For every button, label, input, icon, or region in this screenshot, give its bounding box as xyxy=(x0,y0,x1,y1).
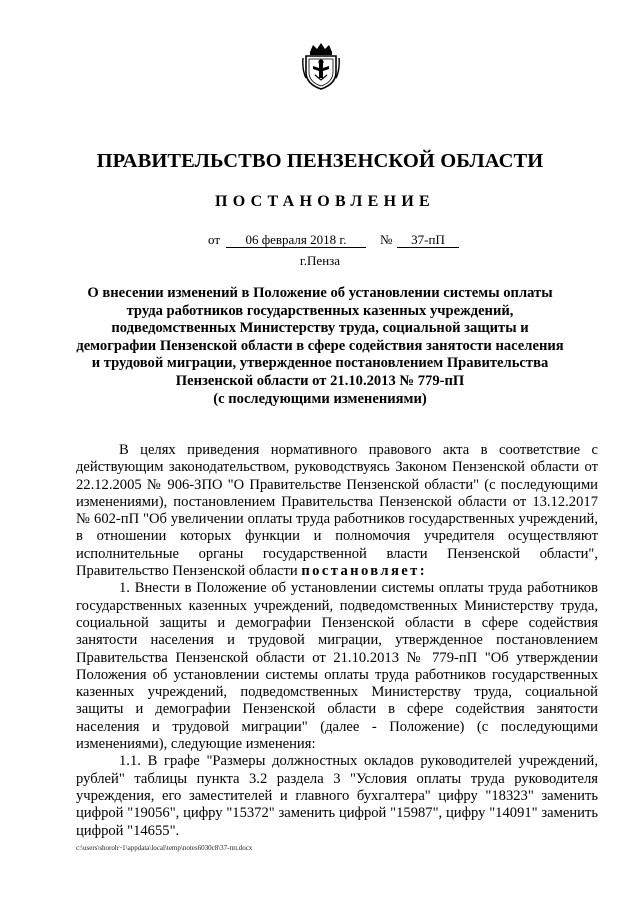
resolves-keyword: постановляет: xyxy=(301,563,427,580)
date-number-line xyxy=(208,232,468,248)
subject-line: (с последующими изменениями) xyxy=(213,390,427,407)
city: г.Пенза xyxy=(299,253,341,268)
government-title: ПРАВИТЕЛЬСТВО ПЕНЗЕНСКОЙ ОБЛАСТИ xyxy=(96,150,544,172)
date-prefix: от xyxy=(208,232,221,247)
subject-line: Пензенской области от 21.10.2013 № 779-пП xyxy=(175,372,465,389)
document-number: 37-пП xyxy=(397,232,459,248)
document-type: ПОСТАНОВЛЕНИЕ xyxy=(214,193,436,210)
file-path-footer: c:\users\shoroh~1\appdata\local\temp\notes6030c8\37-пп.docx xyxy=(76,844,253,852)
subject-line: труда работников государственных казенных учреждений, xyxy=(126,302,514,319)
preamble-paragraph xyxy=(76,442,598,580)
item-1-1-paragraph: 1.1. В графе "Размеры должностных окладов руководителей учреждений, рублей" таблицы пункта 3.2 раздела 3 "Условия оплаты труда руководителя учреждения, его заместителей и главного бухгалтера" цифру "18323" заменить цифрой "19056", цифру "15372" заменить цифрой "15987", цифру "14091" заменить цифрой "14655". xyxy=(76,753,598,839)
document-subject xyxy=(60,285,580,408)
item-1-paragraph: 1. Внести в Положение об установлении системы оплаты труда работников государственных казенных учреждений, подведомственных Министерству труда, социальной защиты и демографии Пензенской области в сфере содействия занятости населения и трудовой миграции, утвержденное постановлением Правительства Пензенской области от 21.10.2013 № 779-пП "Об утверждении Положения об установлении системы оплаты труда работников государственных казенных учреждений, подведомственных Министерству труда, социальной защиты и демографии Пензенской области в сфере содействия занятости населения и трудовой миграции" (далее - Положение) (с последующими изменениями), следующие изменения: xyxy=(76,580,598,753)
subject-line: О внесении изменений в Положение об установлении системы оплаты xyxy=(87,285,553,301)
subject-line: и трудовой миграции, утвержденное постановлением Правительства xyxy=(91,355,549,372)
preamble-text: В целях приведения нормативного правового акта в соответствие с действующим законодательством, руководствуясь Законом Пензенской области от 22.12.2005 № 906-ЗПО "О Правительстве Пензенской области" (с последующими изменениями), постановлением Правительства Пензенской области от 13.12.2017 № 602-пП "Об увеличении оплаты труда работников государственных учреждений, в отношении которых функции и полномочия учредителя осуществляют исполнительные органы государственной власти Пензенской области", Правительство Пензенской области xyxy=(76,442,598,580)
document-date: 06 февраля 2018 г. xyxy=(226,232,366,248)
coat-of-arms-emblem xyxy=(302,42,340,90)
number-prefix: № xyxy=(380,232,393,247)
subject-line: демографии Пензенской области в сфере содействия занятости населения xyxy=(76,337,564,354)
document-body xyxy=(76,442,598,840)
subject-line: подведомственных Министерству труда, социальной защиты и xyxy=(111,320,529,337)
